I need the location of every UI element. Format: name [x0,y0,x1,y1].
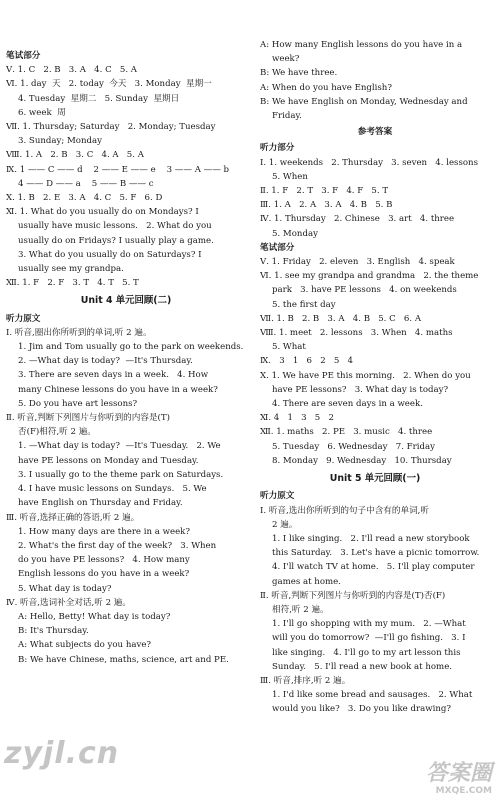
right-line: this Saturday. 3. Let's have a picnic tomorrow. [272,548,480,559]
left-line: B: It's Thursday. [18,626,89,637]
right-line: Ⅲ. 听音,排序,听 2 遍。 [260,675,351,686]
right-line: Ⅱ. 听音,判断下列图片与你听到的内容是(T)否(F) [260,590,446,601]
right-line: Ⅰ. 1. weekends 2. Thursday 3. seven 4. lessons [260,157,478,168]
right-line: Ⅸ. 3 1 6 2 5 4 [260,356,353,367]
right-line: 1. I'd like some bread and sausages. 2. What [272,690,473,701]
left-line: 3. I usually go to the theme park on Saturdays. [18,469,224,480]
right-line: Ⅵ. 1. see my grandpa and grandma 2. the theme [260,271,479,282]
watermark-right [426,762,492,796]
left-line: 1. Jim and Tom usually go to the park on weekends. [18,342,244,353]
right-line: A: When do you have English? [260,82,392,93]
right-line: 1. I like singing. 2. I'll read a new storybook [272,533,470,544]
right-line: Ⅳ. 1. Thursday 2. Chinese 3. art 4. three [260,214,455,225]
left-line: Ⅸ. 1 —— C —— d 2 —— E —— e 3 —— A —— b [6,164,230,175]
right-line: Ⅹ. 1. We have PE this morning. 2. When do you [260,370,471,381]
right-line: have PE lessons? 3. What day is today? [272,384,449,395]
right-line: 4. I'll watch TV at home. 5. I'll play computer [272,562,475,573]
right-line: Ⅲ. 1. A 2. A 3. A 4. B 5. B [260,200,393,211]
right-line: Ⅶ. 1. B 2. B 3. A 4. B 5. C 6. A [260,313,422,324]
right-line: Ⅱ. 1. F 2. T 3. F 4. F 5. T [260,186,389,197]
left-line: Ⅴ. 1. C 2. B 3. A 4. C 5. A [6,65,137,76]
left-column [6,49,246,667]
right-line: 4. There are seven days in a week. [272,399,423,410]
left-line: Ⅳ. 听音,选词补全对话,听 2 遍。 [6,597,131,608]
right-line: Ⅻ. 1. maths 2. PE 3. music 4. three [260,427,433,438]
left-line: usually see my grandpa. [18,264,124,275]
left-line: 3. There are seven days in a week. 4. How [18,370,209,381]
left-line: 1. —What day is today? —It's Tuesday. 2. We [18,441,221,452]
left-line: 1. How many days are there in a week? [18,526,190,537]
watermark-left: zyjl.cn [4,736,120,771]
right-line: would you like? 3. Do you like drawing? [272,704,451,715]
left-section-heading: 笔试部分 [6,51,41,61]
right-unit-title: Unit 5 单元回顾(一) [329,473,421,485]
right-line: Sunday. 5. I'll read a new book at home. [272,661,453,672]
left-line: 6. week 周 [18,107,66,118]
left-line: A: What subjects do you have? [18,640,152,651]
left-line: 5. Do you have art lessons? [18,398,138,409]
right-line: 5. Tuesday 6. Wednesday 7. Friday [272,441,435,452]
left-line: usually do on Fridays? I usually play a game. [18,235,214,246]
left-line: 5. What day is today? [18,583,112,594]
right-line: park 3. have PE lessons 4. on weekends [272,285,457,296]
left-line: 否(F)相符,听 2 遍。 [18,427,96,438]
right-line: Ⅺ. 4 1 3 5 2 [260,413,334,424]
left-line: Ⅶ. 1. Thursday; Saturday 2. Monday; Tuesday [6,122,216,133]
left-unit-title: Unit 4 单元回顾(二) [80,295,172,307]
left-line: do you have PE lessons? 4. How many [18,555,190,566]
right-column [260,38,490,717]
right-line: 5. Monday [272,228,318,239]
left-line: 2. —What day is today? —It's Thursday. [18,356,193,367]
right-line: 5. What [272,342,306,353]
right-line: 2 遍。 [272,519,298,530]
right-line: Friday. [272,111,302,122]
left-line: Ⅺ. 1. What do you usually do on Mondays? I [6,207,199,218]
right-line: 5. When [272,171,308,182]
right-line: B: We have three. [260,68,338,79]
right-line: 1. I'll go shopping with my mum. 2. —What [272,619,466,630]
right-line: 相符,听 2 遍。 [272,604,329,615]
left-line: Ⅵ. 1. day 天 2. today 今天 3. Monday 星期一 [6,79,212,90]
right-line: Ⅷ. 1. meet 2. lessons 3. When 4. maths [260,328,453,339]
watermark-right-main: 答案圈 [425,761,492,786]
right-line: games at home. [272,576,341,587]
right-line: Ⅰ. 听音,选出你所听到的句子中含有的单词,听 [260,505,430,516]
right-line: B: We have English on Monday, Wednesday and [260,96,468,107]
left-line: Ⅻ. 1. F 2. F 3. T 4. T 5. T [6,278,139,289]
left-line: 3. What do you usually do on Saturdays? I [18,249,202,260]
left-line: many Chinese lessons do you have in a week? [18,384,218,395]
left-line: have PE lessons on Monday and Tuesday. [18,455,199,466]
left-line: Ⅷ. 1. A 2. B 3. C 4. A 5. A [6,150,144,161]
left-section-heading: 听力原文 [6,313,41,324]
right-line: A: How many English lessons do you have in a [260,40,463,50]
right-line: week? [272,54,300,65]
left-line: English lessons do you have in a week? [18,569,190,580]
left-line: Ⅰ. 听音,圈出你所听到的单词,听 2 遍。 [6,327,152,338]
right-line: 8. Monday 9. Wednesday 10. Thursday [272,455,452,466]
right-line: like singing. 4. I'll go to my art lesson this [272,647,461,658]
right-section-heading: 听力原文 [260,491,295,502]
right-line: 5. the first day [272,299,336,310]
left-line: B: We have Chinese, maths, science, art and PE. [18,654,229,665]
left-line: 4. I have music lessons on Sundays. 5. We [18,484,207,495]
left-line: usually have music lessons. 2. What do you [18,221,212,232]
left-line: have English on Thursday and Friday. [18,498,183,509]
left-line: A: Hello, Betty! What day is today? [18,611,171,622]
watermark-right-sub: MXQE.COM [435,786,492,796]
right-section-heading: 笔试部分 [260,242,295,253]
left-line: 4. Tuesday 星期二 5. Sunday 星期日 [18,93,180,104]
left-line: 3. Sunday; Monday [18,136,102,147]
right-section-heading: 听力部分 [260,143,295,154]
right-line: will you do tomorrow? —I'll go fishing. 3. I [272,633,466,644]
right-answer-title: 参考答案 [357,127,393,138]
right-line: Ⅴ. 1. Friday 2. eleven 3. English 4. speak [260,257,455,268]
left-line: Ⅱ. 听音,判断下列图片与你听到的内容是(T) [6,413,170,424]
left-line: Ⅹ. 1. B 2. E 3. A 4. C 5. F 6. D [6,193,163,204]
left-line: 2. What's the first day of the week? 3. When [18,540,217,551]
left-line: Ⅲ. 听音,选择正确的答语,听 2 遍。 [6,512,140,523]
left-line: 4 —— D —— a 5 —— B —— c [18,178,154,189]
